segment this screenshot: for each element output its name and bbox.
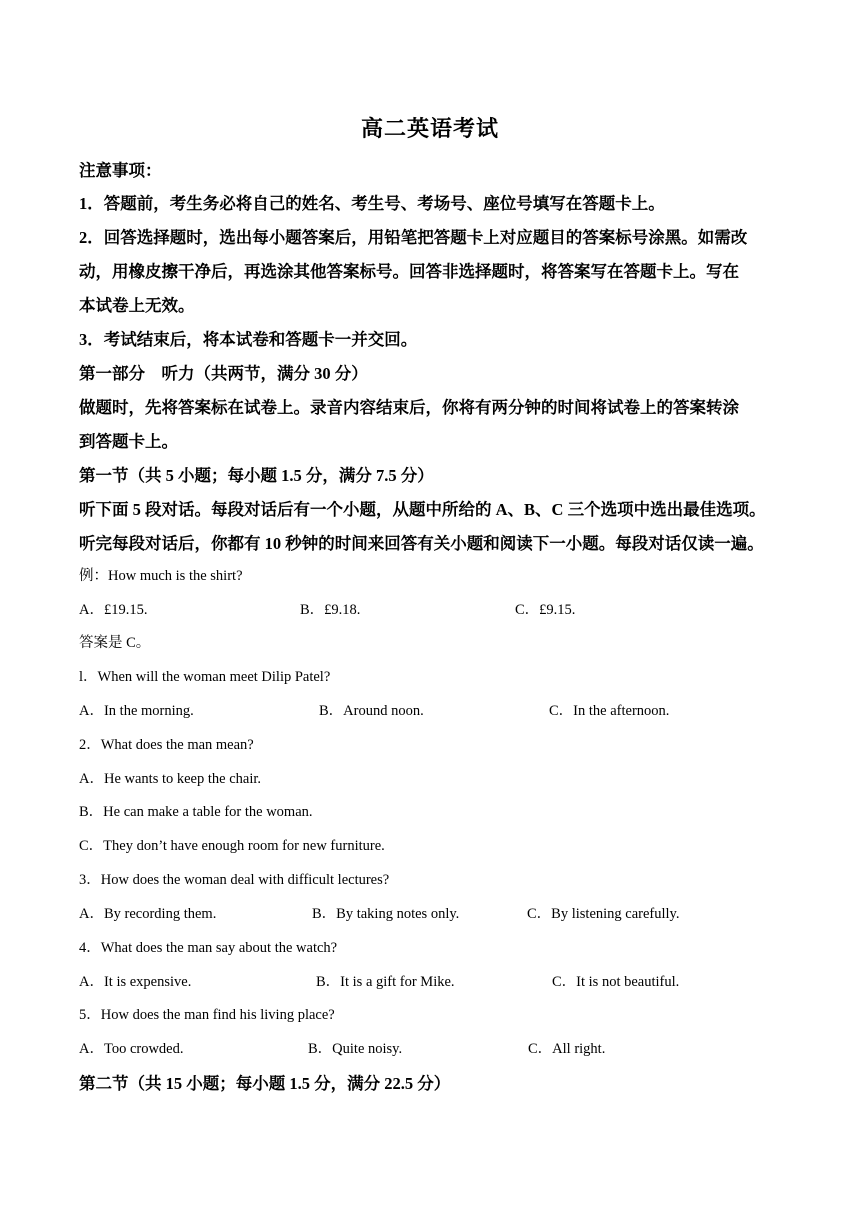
question-1-option-a: A．In the morning. [79,703,194,719]
question-2-option-c: C．They don’t have enough room for new furniture. [79,838,385,854]
example-question: 例：How much is the shirt? [79,568,243,584]
notice-item-3: 3．考试结束后，将本试卷和答题卡一并交回。 [79,330,418,349]
question-2-option-a: A．He wants to keep the chair. [79,771,262,787]
notice-item-2-line-1: 2．回答选择题时，选出每小题答案后，用铅笔把答题卡上对应题目的答案标号涂黑。如需改 [79,228,748,247]
example-answer: 答案是 C。 [79,635,151,651]
example-option-a: A．£19.15. [79,602,148,618]
question-4-option-a: A．It is expensive. [79,974,192,990]
notice-item-1: 1．答题前，考生务必将自己的姓名、考生号、考场号、座位号填写在答题卡上。 [79,194,665,213]
question-3-option-c: C．By listening carefully. [527,906,680,922]
question-1: l．When will the woman meet Dilip Patel? [79,669,331,685]
example-option-b: B．£9.18. [300,602,361,618]
notice-item-2-line-3: 本试卷上无效。 [79,296,195,315]
notice-item-2-line-2: 动，用橡皮擦干净后，再选涂其他答案标号。回答非选择题时，将答案写在答题卡上。写在 [79,262,739,281]
question-3: 3．How does the woman deal with difficult lectures? [79,872,390,888]
section2-heading: 第二节（共 15 小题；每小题 1.5 分，满分 22.5 分） [79,1074,451,1093]
question-5-option-b: B．Quite noisy. [308,1041,403,1057]
question-5-option-c: C．All right. [528,1041,606,1057]
section1-heading: 第一节（共 5 小题；每小题 1.5 分，满分 7.5 分） [79,466,434,485]
question-1-option-b: B．Around noon. [319,703,424,719]
question-2-option-b: B．He can make a table for the woman. [79,804,313,820]
question-2: 2．What does the man mean? [79,737,254,753]
example-option-c: C．£9.15. [515,602,576,618]
section1-instruction-line-2: 听完每段对话后，你都有 10 秒钟的时间来回答有关小题和阅读下一小题。每段对话仅读一遍。 [79,534,764,553]
question-4-option-b: B．It is a gift for Mike. [316,974,455,990]
question-4: 4．What does the man say about the watch? [79,940,338,956]
notice-heading: 注意事项： [79,161,162,180]
part1-intro-line-2: 到答题卡上。 [79,432,178,451]
question-1-option-c: C．In the afternoon. [549,703,670,719]
part1-heading: 第一部分 听力（共两节，满分 30 分） [79,364,368,383]
question-3-option-b: B．By taking notes only. [312,906,460,922]
section1-instruction-line-1: 听下面 5 段对话。每段对话后有一个小题，从题中所给的 A、B、C 三个选项中选出最佳选项。 [79,500,766,519]
page-title: 高二英语考试 [360,116,499,141]
question-3-option-a: A．By recording them. [79,906,217,922]
question-5-option-a: A．Too crowded. [79,1041,184,1057]
question-4-option-c: C．It is not beautiful. [552,974,680,990]
question-5: 5．How does the man find his living place? [79,1007,335,1023]
part1-intro-line-1: 做题时，先将答案标在试卷上。录音内容结束后，你将有两分钟的时间将试卷上的答案转涂 [79,398,739,417]
